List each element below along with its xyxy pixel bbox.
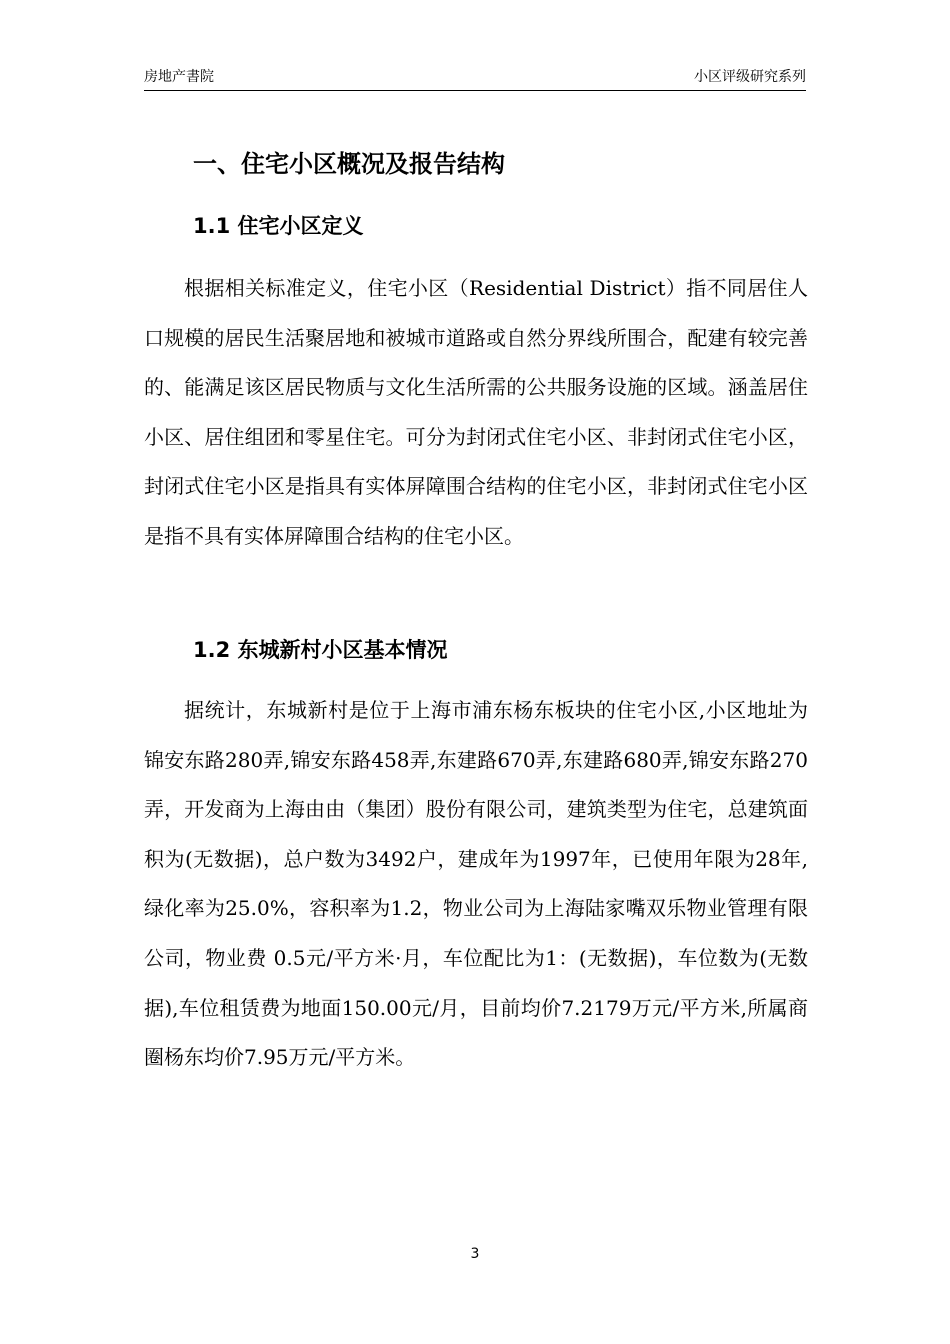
header-divider — [144, 90, 806, 91]
section-1-1-paragraph: 根据相关标准定义，住宅小区（Residential District）指不同居住人口规模的居民生活聚居地和被城市道路或自然分界线所围合，配建有较完善的、能满足该区居民物质与文化生活所需的公共服务设施的区域。涵盖居住小区、居住组团和零星住宅。可分为封闭式住宅小区、非封闭式住宅小区，封闭式住宅小区是指具有实体屏障围合结构的住宅小区，非封闭式住宅小区是指不具有实体屏障围合结构的住宅小区。 — [144, 276, 808, 548]
section-1-1-heading: 1.1 住宅小区定义 — [193, 214, 364, 238]
header-publisher: 房地产書院 — [144, 69, 214, 85]
section-1-heading: 一、住宅小区概况及报告结构 — [193, 150, 505, 178]
page-number: 3 — [470, 1246, 480, 1262]
section-1-2-heading: 1.2 东城新村小区基本情况 — [193, 638, 448, 662]
header-series-title: 小区评级研究系列 — [694, 69, 806, 85]
page-header — [144, 66, 806, 88]
section-1-2-paragraph: 据统计，东城新村是位于上海市浦东杨东板块的住宅小区,小区地址为锦安东路280弄,锦安东路458弄,东建路670弄,东建路680弄,锦安东路270弄，开发商为上海由由（集团）股份有限公司，建筑类型为住宅，总建筑面积为(无数据)，总户数为3492户，建成年为1997年，已使用年限为28年,绿化率为25.0%，容积率为1.2，物业公司为上海陆家嘴双乐物业管理有限公司，物业费 0.5元/平方米·月，车位配比为1：(无数据)，车位数为(无数据),车位租赁费为地面150.00元/月，目前均价7.2179万元/平方米,所属商圈杨东均价7.95万元/平方米。 — [144, 698, 808, 1070]
